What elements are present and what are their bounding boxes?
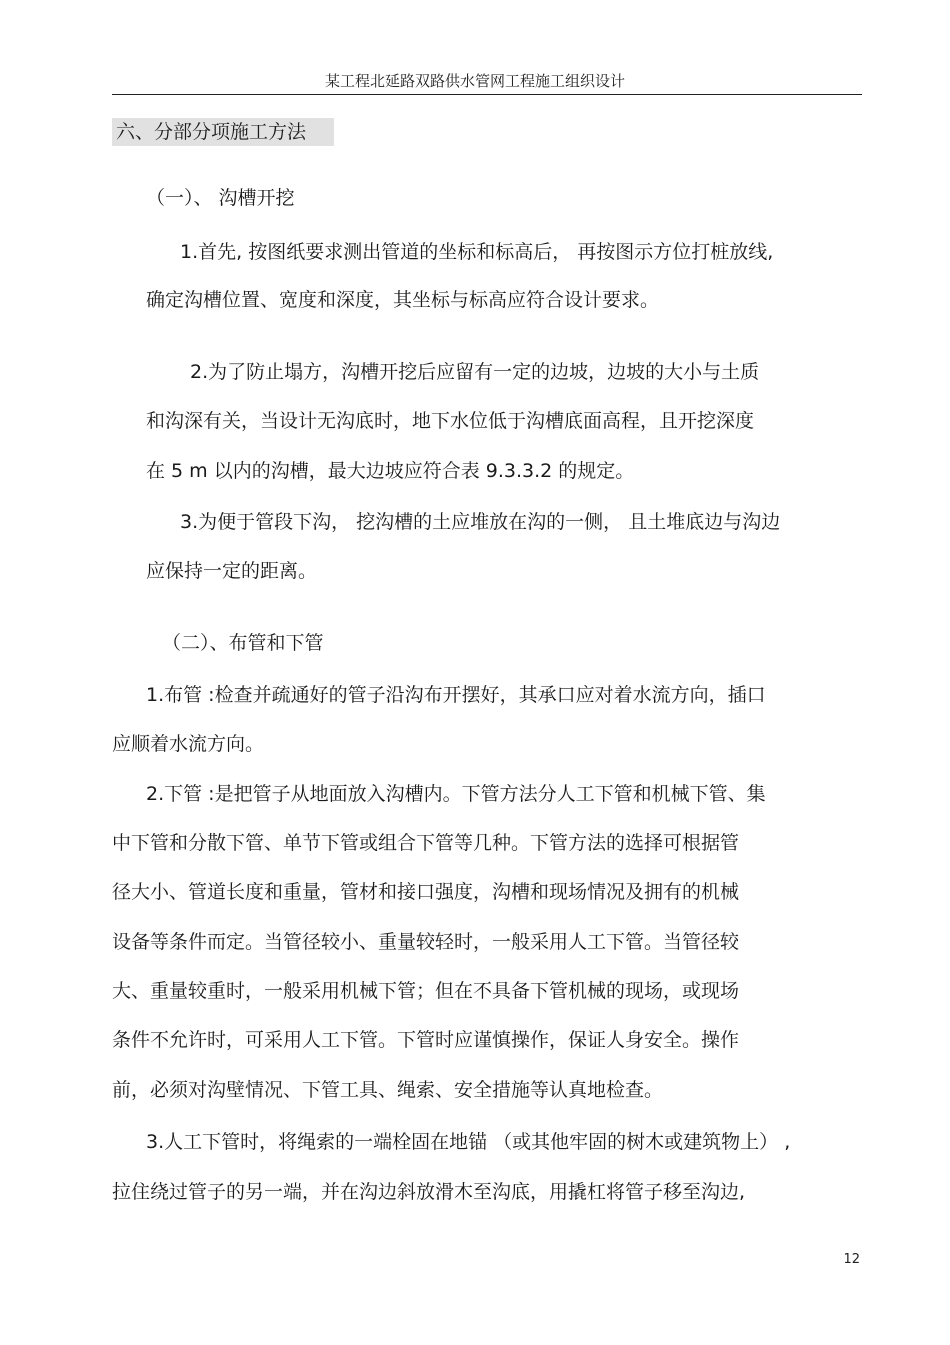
- paragraph-line: 2.下管 :是把管子从地面放入沟槽内。下管方法分人工下管和机械下管、集: [146, 783, 766, 805]
- paragraph-line: 1.布管 :检查并疏通好的管子沿沟布开摆好，其承口应对着水流方向，插口: [146, 684, 766, 706]
- paragraph-line: 确定沟槽位置、宽度和深度，其坐标与标高应符合设计要求。: [146, 289, 660, 311]
- paragraph-line: 和沟深有关，当设计无沟底时，地下水位低于沟槽底面高程，且开挖深度: [146, 410, 755, 432]
- section-title: 六、分部分项施工方法: [112, 118, 334, 146]
- page-number: 12: [843, 1252, 860, 1267]
- paragraph-line: 前，必须对沟壁情况、下管工具、绳索、安全措施等认真地检查。: [112, 1079, 664, 1101]
- paragraph-line: 在 5 m 以内的沟槽，最大边坡应符合表 9.3.3.2 的规定。: [146, 460, 635, 482]
- subsection-heading-trench: （一）、 沟槽开挖: [146, 187, 295, 209]
- paragraph-line: 3.为便于管段下沟， 挖沟槽的土应堆放在沟的一侧， 且土堆底边与沟边: [180, 511, 781, 533]
- paragraph-line: 设备等条件而定。当管径较小、重量较轻时，一般采用人工下管。当管径较: [112, 931, 740, 953]
- paragraph-line: 大、重量较重时，一般采用机械下管；但在不具备下管机械的现场，或现场: [112, 980, 740, 1002]
- paragraph-line: 应顺着水流方向。: [112, 733, 265, 755]
- paragraph-line: 3.人工下管时，将绳索的一端栓固在地锚 （或其他牢固的树木或建筑物上） ,: [146, 1131, 791, 1153]
- subsection-heading-pipe-laying: （二）、布管和下管: [162, 632, 324, 654]
- paragraph-line: 拉住绕过管子的另一端，并在沟边斜放滑木至沟底，用撬杠将管子移至沟边,: [112, 1181, 746, 1203]
- paragraph-line: 应保持一定的距离。: [146, 560, 318, 582]
- paragraph-line: 中下管和分散下管、单节下管或组合下管等几种。下管方法的选择可根据管: [112, 832, 740, 854]
- paragraph-line: 径大小、管道长度和重量，管材和接口强度，沟槽和现场情况及拥有的机械: [112, 881, 740, 903]
- paragraph-line: 条件不允许时，可采用人工下管。下管时应谨慎操作，保证人身安全。操作: [112, 1029, 740, 1051]
- paragraph-line: 2.为了防止塌方，沟槽开挖后应留有一定的边坡，边坡的大小与土质: [190, 361, 760, 383]
- header-rule: [112, 94, 862, 95]
- running-header: 某工程北延路双路供水管网工程施工组织设计: [324, 72, 625, 90]
- paragraph-line: 1.首先, 按图纸要求测出管道的坐标和标高后， 再按图示方位打桩放线,: [180, 241, 774, 263]
